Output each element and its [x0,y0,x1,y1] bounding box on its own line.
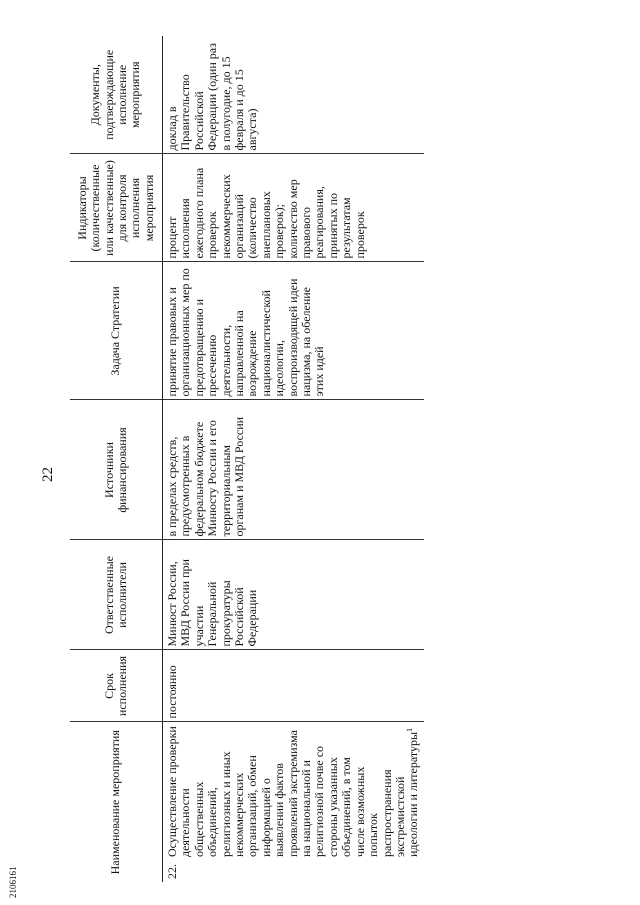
header-task: Задача Стратегии [70,262,163,400]
row-number: 22. [165,864,179,879]
table-header-row [70,36,163,882]
cell-executors: Минюст России, МВД России при участии Генеральной прокуратуры Российской Федерации [163,540,424,650]
action-plan-table [70,36,424,882]
rotated-document-sheet [36,36,602,882]
header-documents: Документы, подтверждающие исполнение мероприятия [70,36,163,154]
header-deadline: Срок исполнения [70,650,163,722]
cell-name [163,722,424,882]
header-executors: Ответственные исполнители [70,540,163,650]
table-row [163,36,424,882]
cell-task: принятие правовых и организационных мер по предотвращению и пресечению деятельности, направленной на возрождение националистической идеологии, воспроизводящей идеи нацизма, на обеление этих идей [163,262,424,400]
footer-document-code: 2106161 [8,866,18,898]
footnote-marker: 1 [405,727,415,732]
cell-financing: в пределах средств, предусмотренных в федеральном бюджете Минюсту России и его территориальным органам и МВД России [163,400,424,540]
cell-deadline: постоянно [163,650,424,722]
cell-documents: доклад в Правительство Российской Федерации (один раз в полугодие, до 15 февраля и до 15 августа) [163,36,424,154]
row-name-text: Осуществление проверки деятельности общественных объединений, религиозных и иных некоммерческих организаций, обмен информацией о выявлении фактов проявлений экстремизма на национальной и религиозной почве со стороны указанных объединений, в том числе возможных попыток распространения экстремистской идеологии и литературы [165,726,421,857]
header-financing: Источники финансирования [70,400,163,540]
page-number: 22 [40,467,56,482]
cell-indicators: процент исполнения ежегодного плана проверок некоммерческих организаций (количество внеплановых проверок); количество мер правового реагирования, принятых по результатам проверок [163,154,424,262]
header-name: Наименование мероприятия [70,722,163,882]
header-indicators: Индикаторы (количественные или качественные) для контроля исполнения мероприятия [70,154,163,262]
